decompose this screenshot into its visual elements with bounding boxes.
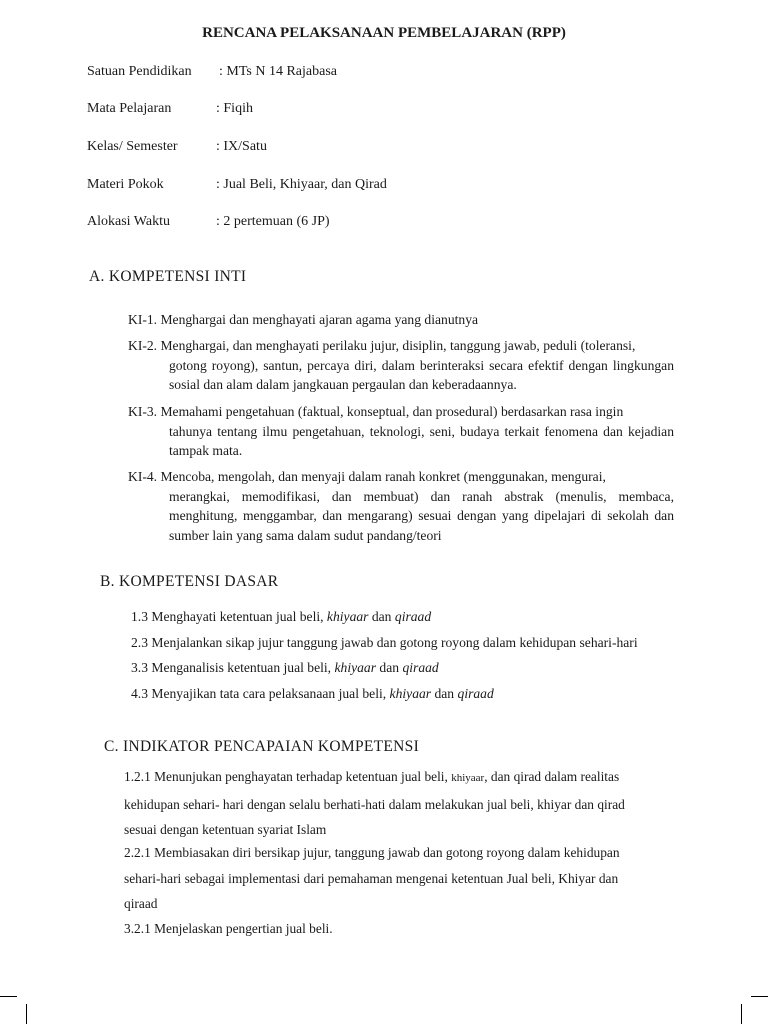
indicator-line: 3.2.1 Menjelaskan pengertian jual beli. <box>124 921 333 936</box>
indicator-item <box>124 764 684 843</box>
ki-item-line: KI-2. Menghargai, dan menghayati perilaku jujur, disiplin, tanggung jawab, peduli (toleransi, <box>128 338 636 353</box>
kd-term: khiyaar <box>334 660 377 675</box>
identity-label: Kelas/ Semester <box>87 139 178 154</box>
ki-item <box>128 402 674 461</box>
ki-item-continuation: tahunya tentang ilmu pengetahuan, teknologi, seni, budaya terkait fenomena dan kejadian tampak mata. <box>169 423 674 458</box>
indicator-term: khiyaar <box>451 772 485 784</box>
identity-value: : Fiqih <box>216 101 253 116</box>
indicator-item <box>124 916 684 942</box>
indicator-line: qiraad <box>124 896 158 911</box>
kd-text: dan <box>431 686 458 701</box>
identity-value: : 2 pertemuan (6 JP) <box>216 214 330 229</box>
section-c-heading: C. INDIKATOR PENCAPAIAN KOMPETENSI <box>104 738 420 755</box>
identity-label: Materi Pokok <box>87 177 164 192</box>
indicator-line: sesuai dengan ketentuan syariat Islam <box>124 822 327 837</box>
indicator-text: 1.2.1 Menunjukan penghayatan terhadap ketentuan jual beli, <box>124 769 452 784</box>
document-title: RENCANA PELAKSANAAN PEMBELAJARAN (RPP) <box>202 25 566 41</box>
kd-text: dan <box>368 609 395 624</box>
section-b-heading: B. KOMPETENSI DASAR <box>100 573 279 590</box>
kd-item <box>131 686 494 702</box>
indicator-line: sehari-hari sebagai implementasi dari pemahaman mengenai ketentuan Jual beli, Khiyar dan <box>124 870 619 886</box>
ki-item-continuation: merangkai, memodifikasi, dan membuat) dan ranah abstrak (menulis, membaca, menghitung, menggambar, dan mengarang) sesuai dengan yang dipelajari di sekolah dan sumber lain yang sama dalam sudut pandang/teori <box>169 488 674 543</box>
kd-text: 4.3 Menyajikan tata cara pelaksanaan jual beli, <box>131 686 390 701</box>
kd-term: khiyaar <box>326 609 369 624</box>
kd-term: qiraad <box>402 660 439 675</box>
indicator-line: kehidupan sehari- hari dengan selalu berhati-hati dalam melakukan jual beli, khiyar dan qirad <box>124 796 625 812</box>
kd-text: 3.3 Menganalisis ketentuan jual beli, <box>131 660 335 675</box>
kd-item <box>131 609 431 625</box>
ki-item-line: KI-4. Mencoba, mengolah, dan menyaji dalam ranah konkret (menggunakan, mengurai, <box>128 469 606 484</box>
identity-label: Satuan Pendidikan <box>87 64 192 79</box>
crop-mark <box>0 996 17 997</box>
crop-mark <box>751 996 768 997</box>
identity-label: Mata Pelajaran <box>87 101 172 116</box>
identity-value: : MTs N 14 Rajabasa <box>219 64 338 79</box>
kd-term: khiyaar <box>389 686 432 701</box>
identity-value: : IX/Satu <box>216 139 267 154</box>
crop-mark <box>741 1004 742 1024</box>
kd-item <box>131 635 638 651</box>
identity-label: Alokasi Waktu <box>87 214 170 229</box>
ki-item <box>128 467 674 545</box>
kd-term: qiraad <box>457 686 494 701</box>
ki-item <box>128 310 674 330</box>
ki-item-line: KI-3. Memahami pengetahuan (faktual, konseptual, dan prosedural) berdasarkan rasa ingin <box>128 404 624 419</box>
ki-item-continuation: gotong royong), santun, percaya diri, dalam berinteraksi secara efektif dengan lingkungan sosial dan alam dalam jangkauan pergaulan dan keberadaannya. <box>169 357 674 392</box>
kd-text: 1.3 Menghayati ketentuan jual beli, <box>131 609 327 624</box>
section-a-heading: A. KOMPETENSI INTI <box>89 268 247 285</box>
crop-mark <box>26 1004 27 1024</box>
ki-item <box>128 336 674 395</box>
kd-text: 2.3 Menjalankan sikap jujur tanggung jawab dan gotong royong dalam kehidupan sehari-hari <box>131 635 638 650</box>
indicator-text: , dan qirad dalam realitas <box>484 769 620 784</box>
indicator-line: 2.2.1 Membiasakan diri bersikap jujur, tanggung jawab dan gotong royong dalam kehidupan <box>124 845 620 860</box>
indicator-line <box>124 764 684 792</box>
kd-term: qiraad <box>394 609 432 624</box>
kd-text: dan <box>376 660 403 675</box>
ki-item-line: KI-1. Menghargai dan menghayati ajaran agama yang dianutnya <box>128 312 479 327</box>
kd-item <box>131 660 439 676</box>
indicator-item <box>124 840 684 917</box>
identity-value: : Jual Beli, Khiyaar, dan Qirad <box>216 177 387 192</box>
